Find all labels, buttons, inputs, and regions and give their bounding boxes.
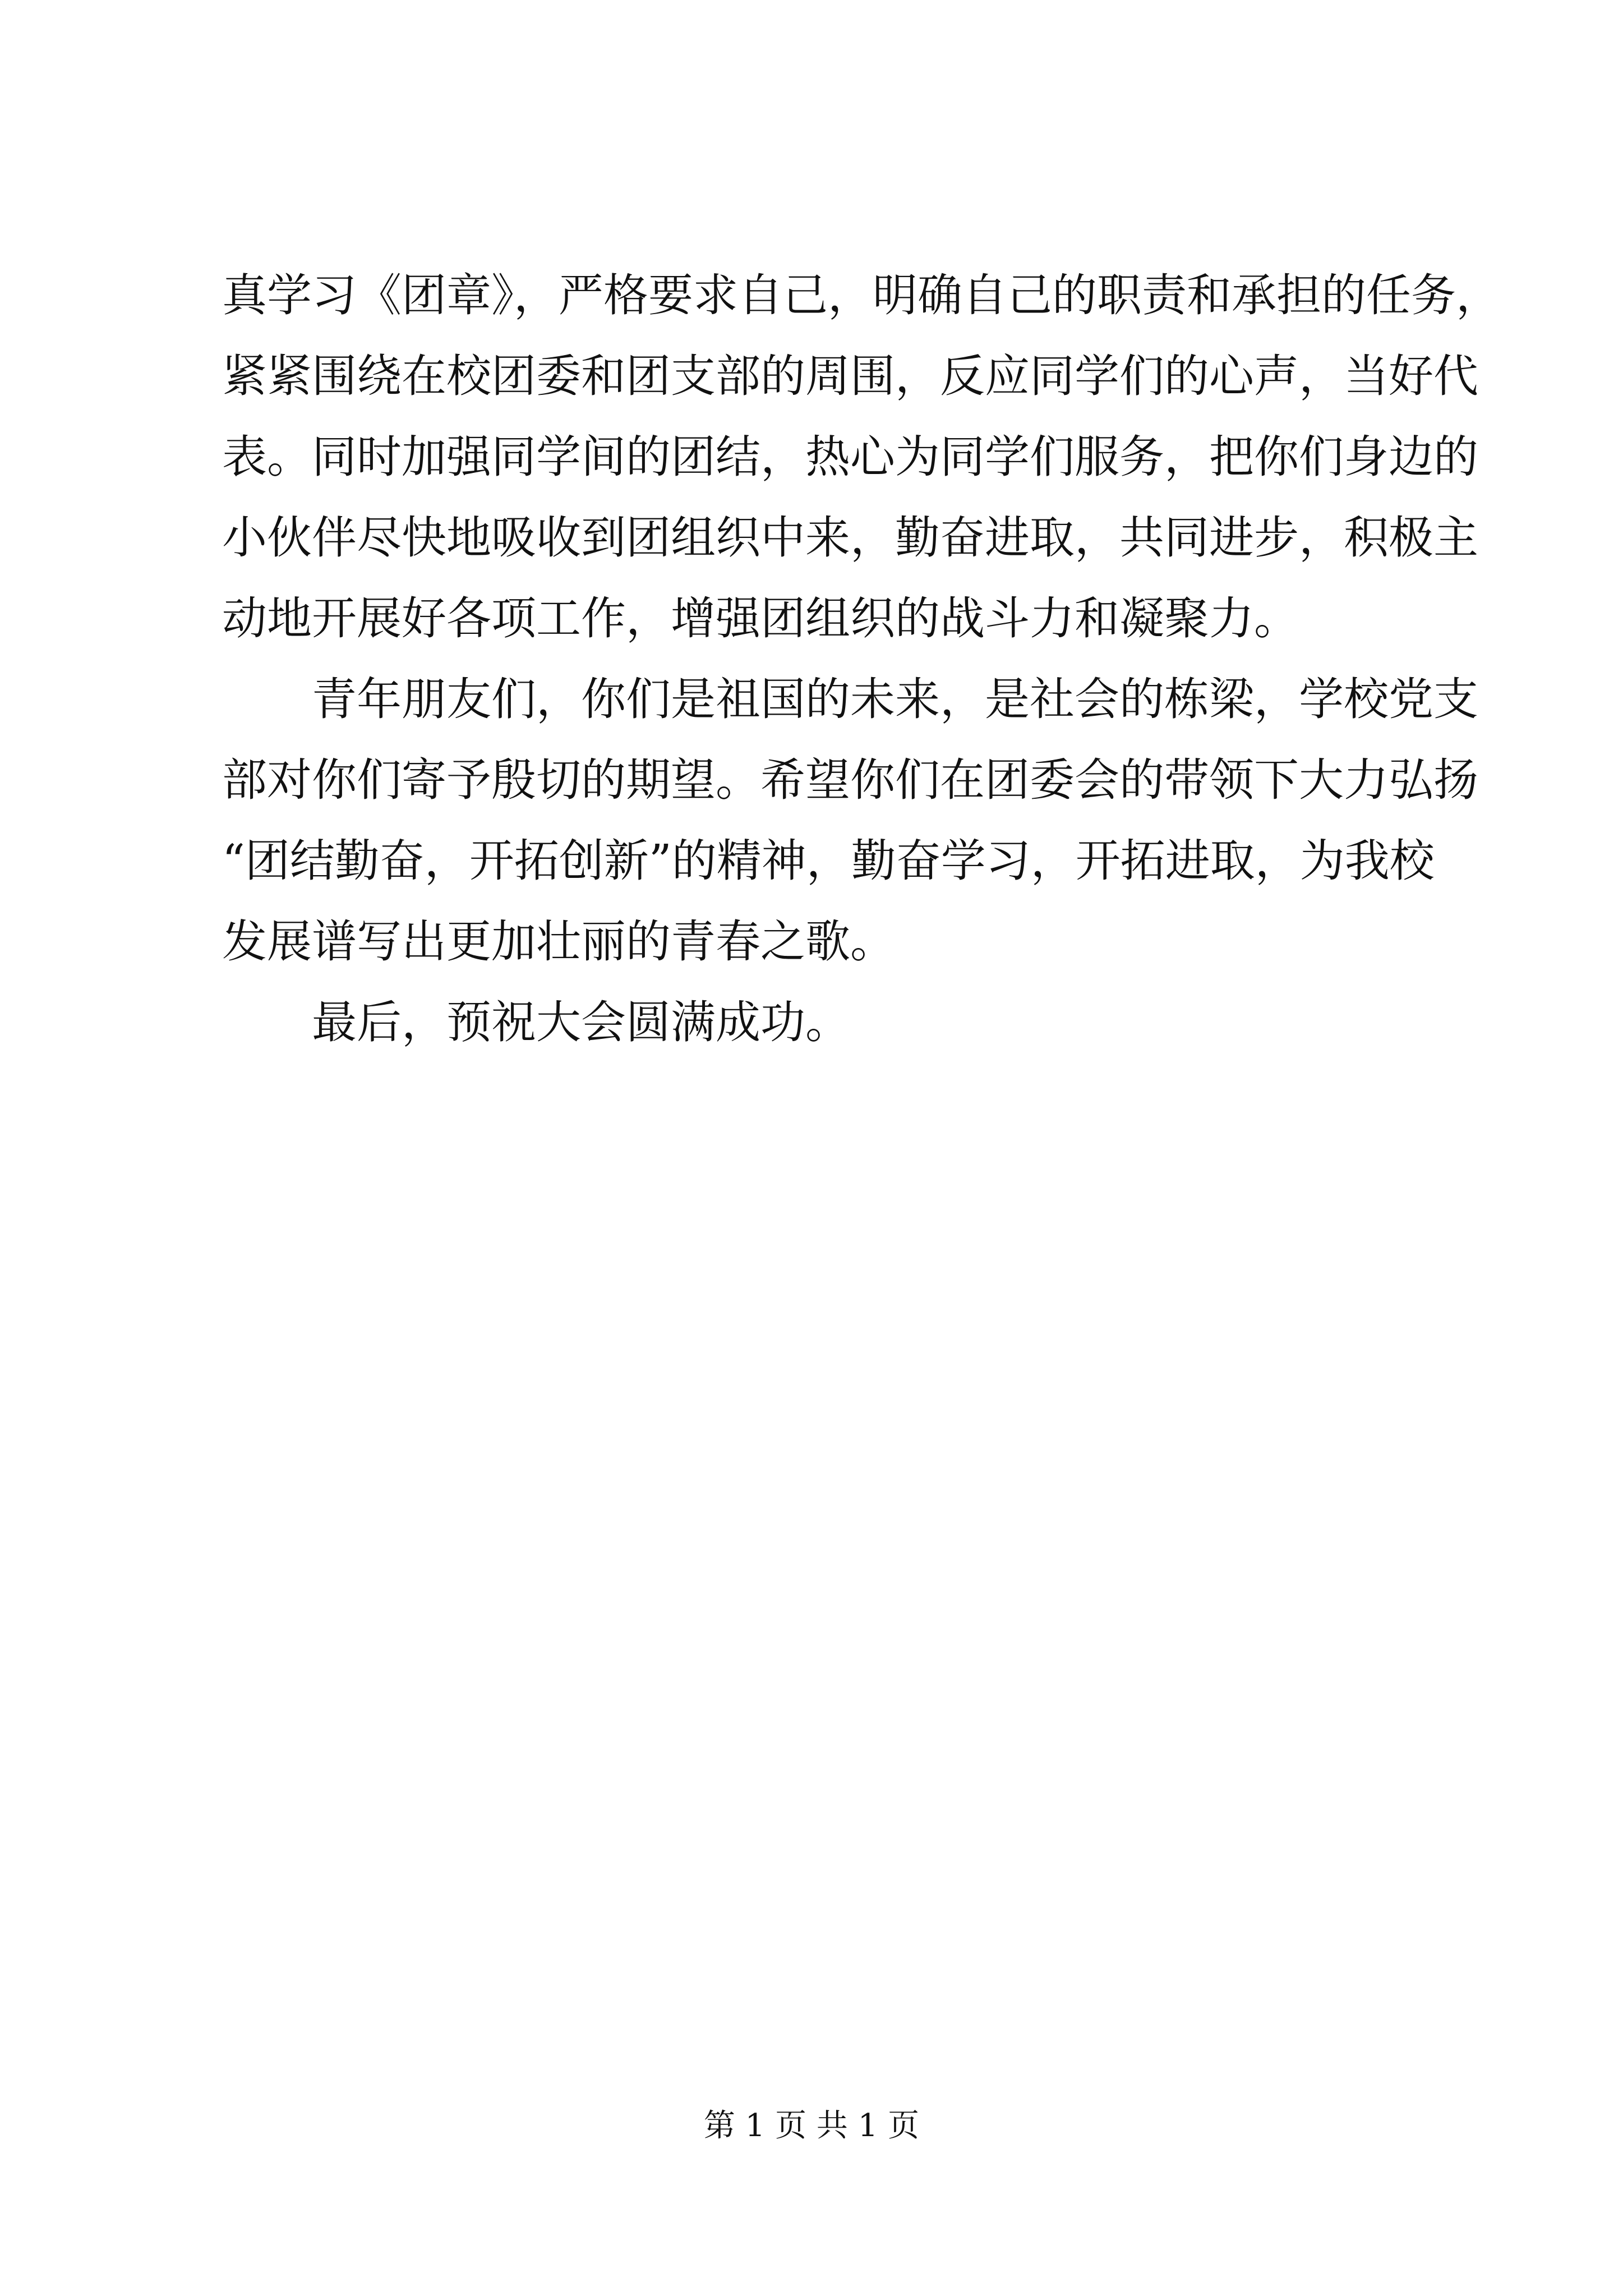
paragraph-1-line-1: 真学习《团章》，严格要求自己，明确自己的职责和承担的任务， [222,269,1501,321]
paragraph-1-line-5: 动地开展好各项工作，增强团组织的战斗力和凝聚力。 [222,592,1299,645]
paragraph-2 [222,659,1478,982]
paragraph-2-line-1: 青年朋友们，你们是祖国的未来，是社会的栋梁，学校党支 [312,673,1478,725]
paragraph-2-line-2: 部对你们寄予殷切的期望。希望你们在团委会的带领下大力弘扬 [222,754,1478,806]
page-footer [0,2104,1623,2148]
paragraph-1-line-3: 表。同时加强同学间的团结，热心为同学们服务，把你们身边的 [222,431,1478,483]
body-text [222,255,1501,1063]
paragraph-2-line-3: “团结勤奋，开拓创新”的精神，勤奋学习，开拓进取，为我校 [222,835,1435,887]
page-number-label: 第 1 页 共 1 页 [703,2108,920,2144]
paragraph-3-line-1: 最后，预祝大会圆满成功。 [312,996,850,1048]
paragraph-3 [222,982,1428,1063]
paragraph-1-line-4: 小伙伴尽快地吸收到团组织中来，勤奋进取，共同进步，积极主 [222,512,1478,564]
paragraph-2-line-4: 发展谱写出更加壮丽的青春之歌。 [222,915,895,968]
paragraph-1-line-2: 紧紧围绕在校团委和团支部的周围，反应同学们的心声，当好代 [222,350,1478,402]
paragraph-1 [222,255,1501,659]
